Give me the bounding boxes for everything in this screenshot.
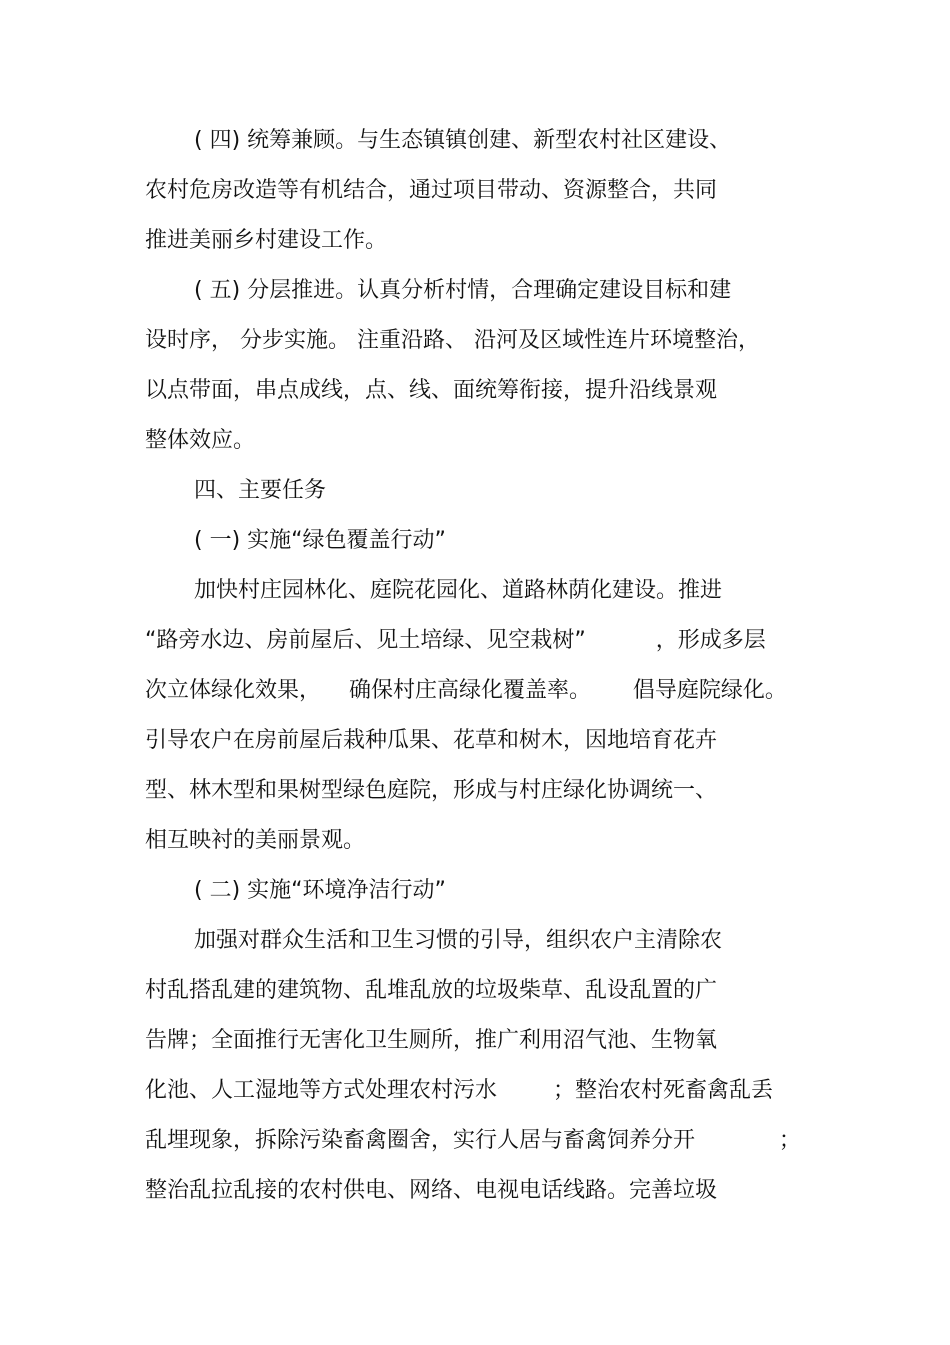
text-line: 型、林木型和果树型绿色庭院，形成与村庄绿化协调统一、 <box>145 778 718 803</box>
text-line: 设时序， 分步实施。 注重沿路、 沿河及区域性连片环境整治， <box>145 328 760 353</box>
text-line: 乱埋现象，拆除污染畜禽圈舍，实行人居与畜禽饲养分开 ； <box>145 1128 801 1153</box>
text-line: 整体效应。 <box>145 428 256 453</box>
subsection-heading: ( 二) 实施“环境净洁行动” <box>194 878 446 903</box>
text-line: 以点带面，串点成线，点、线、面统筹衔接，提升沿线景观 <box>145 378 718 403</box>
text-line: 相互映衬的美丽景观。 <box>145 828 366 853</box>
text-line: 加强对群众生活和卫生习惯的引导，组织农户主清除农 <box>194 928 723 953</box>
text-line: 加快村庄园林化、庭院花园化、道路林荫化建设。推进 <box>194 578 723 603</box>
text-line: ( 五) 分层推进。认真分析村情，合理确定建设目标和建 <box>194 278 732 303</box>
text-line: ( 四) 统筹兼顾。与生态镇镇创建、新型农村社区建设、 <box>194 128 732 153</box>
subsection-heading: ( 一) 实施“绿色覆盖行动” <box>194 528 446 553</box>
text-line: “路旁水边、房前屋后、见土培绿、见空栽树” ，形成多层 <box>145 628 766 653</box>
text-line: 村乱搭乱建的建筑物、乱堆乱放的垃圾柴草、乱设乱置的广 <box>145 978 718 1003</box>
text-line: 推进美丽乡村建设工作。 <box>145 228 388 253</box>
text-line: 告牌；全面推行无害化卫生厕所，推广利用沼气池、生物氧 <box>145 1028 718 1053</box>
text-line: 化池、人工湿地等方式处理农村污水 ；整治农村死畜禽乱丢 <box>145 1078 773 1103</box>
text-line: 引导农户在房前屋后栽种瓜果、花草和树木，因地培育花卉 <box>145 728 718 753</box>
text-line: 整治乱拉乱接的农村供电、网络、电视电话线路。完善垃圾 <box>145 1178 718 1203</box>
section-heading: 四、主要任务 <box>194 478 327 503</box>
text-line: 农村危房改造等有机结合，通过项目带动、资源整合，共同 <box>145 178 718 203</box>
text-line: 次立体绿化效果， 确保村庄高绿化覆盖率。 倡导庭院绿化。 <box>145 678 787 703</box>
